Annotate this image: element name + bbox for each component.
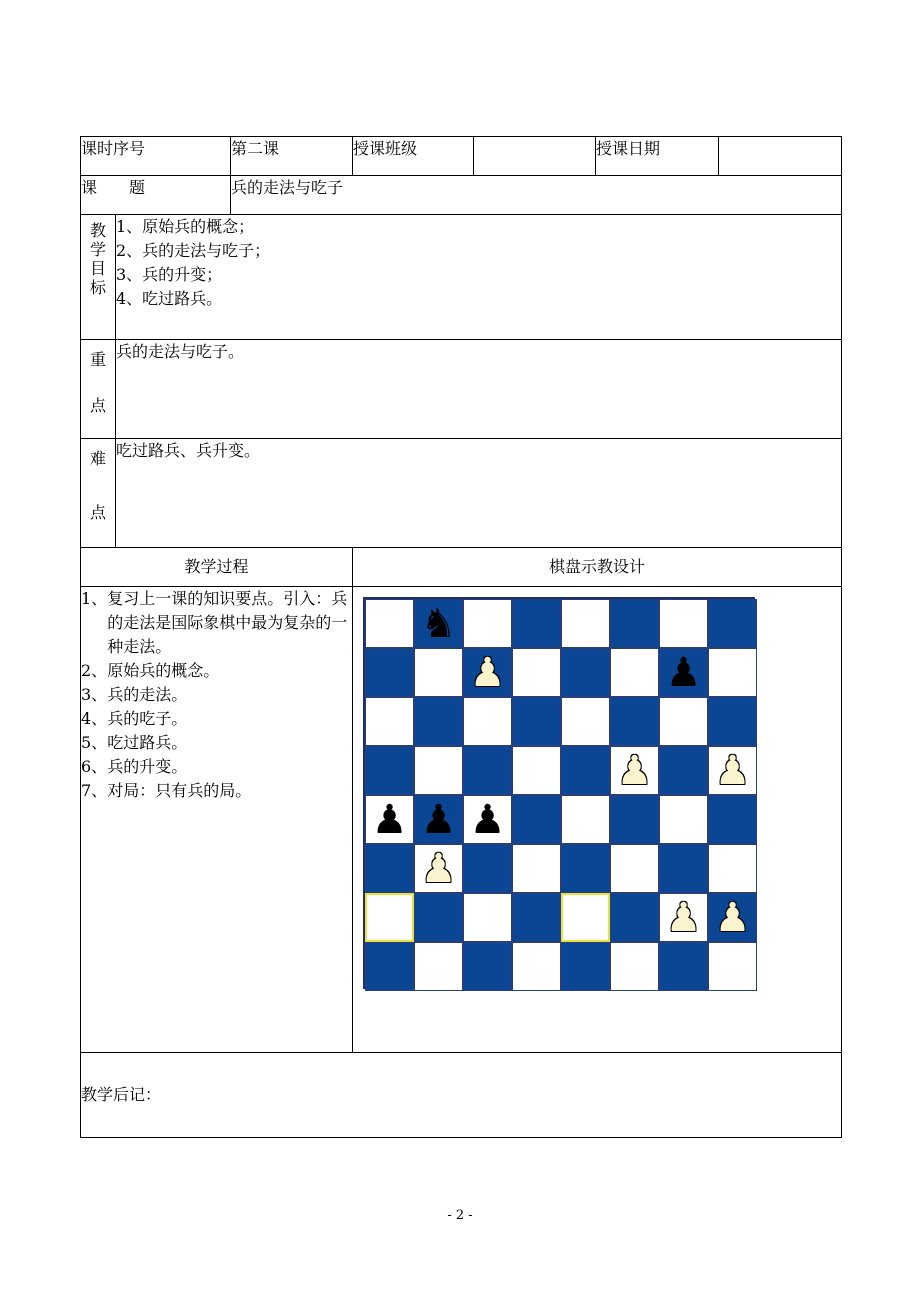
objectives-content: [116, 215, 842, 340]
process-item-number: 7、: [81, 781, 108, 800]
board-square: [659, 795, 708, 844]
header-row: [81, 137, 842, 176]
board-square: [659, 648, 708, 697]
white-pawn-icon: ♟: [665, 894, 702, 941]
board-square: [561, 746, 610, 795]
board-square: [610, 599, 659, 648]
board-square: [708, 599, 757, 648]
difficulties-value: [116, 439, 842, 548]
process-item-text: 原始兵的概念。: [107, 661, 220, 680]
process-item: [81, 779, 352, 803]
process-item: [81, 731, 352, 755]
process-item: [81, 707, 352, 731]
board-square: [708, 697, 757, 746]
board-square: [561, 648, 610, 697]
lesson-plan-table: [80, 136, 842, 1138]
black-knight-icon: ♞: [420, 600, 457, 647]
process-item-number: 6、: [81, 757, 108, 776]
board-square: [365, 746, 414, 795]
process-item-text: 对局：只有兵的局。: [107, 781, 252, 800]
difficulties-label-bottom: 点: [89, 503, 106, 522]
white-pawn-icon: ♟: [616, 747, 653, 794]
process-item: [81, 659, 352, 683]
key-points-row: [81, 340, 842, 439]
white-pawn-icon: ♟: [420, 845, 457, 892]
board-square: [659, 942, 708, 991]
key-points-text: 兵的走法与吃子。: [116, 342, 245, 361]
black-pawn-icon: ♟: [371, 796, 408, 843]
board-square: [610, 942, 659, 991]
board-square: [561, 844, 610, 893]
board-square: [365, 795, 414, 844]
white-pawn-icon: ♟: [714, 894, 751, 941]
board-square: [512, 599, 561, 648]
title-label: 课 题: [81, 176, 231, 215]
board-square: [414, 795, 463, 844]
board-square: [610, 648, 659, 697]
board-square: [414, 648, 463, 697]
process-item-text: 兵的升变。: [107, 757, 188, 776]
difficulties-row: [81, 439, 842, 548]
objective-item: 1、原始兵的概念；: [116, 217, 255, 236]
board-cell: [353, 587, 842, 1053]
process-board-row: [81, 587, 842, 1053]
board-square: [463, 942, 512, 991]
difficulties-text: 吃过路兵、兵升变。: [116, 441, 261, 460]
black-pawn-icon: ♟: [420, 796, 457, 843]
page-number: - 2 -: [447, 1208, 473, 1223]
board-square: [365, 648, 414, 697]
process-heading: 教学过程: [81, 548, 353, 587]
board-square: [561, 942, 610, 991]
objective-item: 3、兵的升变；: [116, 265, 223, 284]
board-square: [512, 697, 561, 746]
board-heading: 棋盘示教设计: [353, 548, 842, 587]
board-square: [365, 893, 414, 942]
board-square: [414, 942, 463, 991]
board-square: [561, 893, 610, 942]
chessboard: [363, 597, 755, 989]
board-square: [610, 893, 659, 942]
board-square: [463, 746, 512, 795]
objectives-row: [81, 215, 842, 340]
process-item-text: 复习上一课的知识要点。引入：兵的走法是国际象棋中最为复杂的一种走法。: [107, 589, 348, 656]
board-square: [512, 795, 561, 844]
board-square: [561, 795, 610, 844]
board-square: [414, 844, 463, 893]
class-value: [474, 137, 596, 176]
board-square: [365, 844, 414, 893]
section-heading-row: [81, 548, 842, 587]
board-square: [365, 942, 414, 991]
notes-row: [81, 1053, 842, 1138]
white-pawn-icon: ♟: [469, 649, 506, 696]
process-item-text: 兵的吃子。: [107, 709, 188, 728]
board-square: [463, 599, 512, 648]
board-square: [463, 648, 512, 697]
notes-label: 教学后记：: [81, 1053, 842, 1138]
board-square: [708, 844, 757, 893]
lesson-number-value: 第二课: [231, 137, 353, 176]
key-points-label-bottom: 点: [89, 396, 106, 415]
process-item: [81, 755, 352, 779]
black-pawn-icon: ♟: [665, 649, 702, 696]
board-square: [512, 746, 561, 795]
board-square: [708, 795, 757, 844]
process-item-number: 2、: [81, 661, 108, 680]
board-square: [659, 844, 708, 893]
title-row: [81, 176, 842, 215]
board-square: [708, 746, 757, 795]
board-square: [365, 599, 414, 648]
board-square: [414, 697, 463, 746]
board-square: [512, 844, 561, 893]
process-item-number: 4、: [81, 709, 108, 728]
board-square: [414, 746, 463, 795]
board-square: [512, 893, 561, 942]
board-square: [512, 942, 561, 991]
board-square: [463, 697, 512, 746]
date-value: [719, 137, 842, 176]
board-square: [414, 893, 463, 942]
key-points-value: [116, 340, 842, 439]
board-square: [561, 599, 610, 648]
board-square: [708, 893, 757, 942]
board-square: [561, 697, 610, 746]
key-points-label-top: 重: [89, 350, 106, 369]
process-item-number: 5、: [81, 733, 108, 752]
board-square: [659, 599, 708, 648]
objective-item: 4、吃过路兵。: [116, 289, 223, 308]
black-pawn-icon: ♟: [469, 796, 506, 843]
board-square: [659, 746, 708, 795]
lesson-number-label: 课时序号: [81, 137, 231, 176]
process-item-number: 1、: [81, 589, 108, 608]
board-square: [610, 795, 659, 844]
objective-item: 2、兵的走法与吃子；: [116, 241, 271, 260]
board-square: [414, 599, 463, 648]
board-square: [659, 893, 708, 942]
process-item: [81, 683, 352, 707]
white-pawn-icon: ♟: [714, 747, 751, 794]
board-square: [463, 893, 512, 942]
process-item: [81, 587, 352, 659]
board-square: [708, 648, 757, 697]
difficulties-label-top: 难: [89, 449, 106, 468]
process-item-number: 3、: [81, 685, 108, 704]
board-square: [708, 942, 757, 991]
process-list: [81, 587, 353, 1053]
date-label: 授课日期: [596, 137, 719, 176]
board-square: [365, 697, 414, 746]
class-label: 授课班级: [353, 137, 474, 176]
board-square: [610, 697, 659, 746]
process-item-text: 吃过路兵。: [107, 733, 188, 752]
board-square: [512, 648, 561, 697]
board-square: [610, 844, 659, 893]
board-square: [610, 746, 659, 795]
process-item-text: 兵的走法。: [107, 685, 188, 704]
board-square: [463, 844, 512, 893]
board-square: [463, 795, 512, 844]
board-square: [659, 697, 708, 746]
title-value: 兵的走法与吃子: [231, 176, 842, 215]
objectives-label: 教学目标: [89, 221, 106, 297]
